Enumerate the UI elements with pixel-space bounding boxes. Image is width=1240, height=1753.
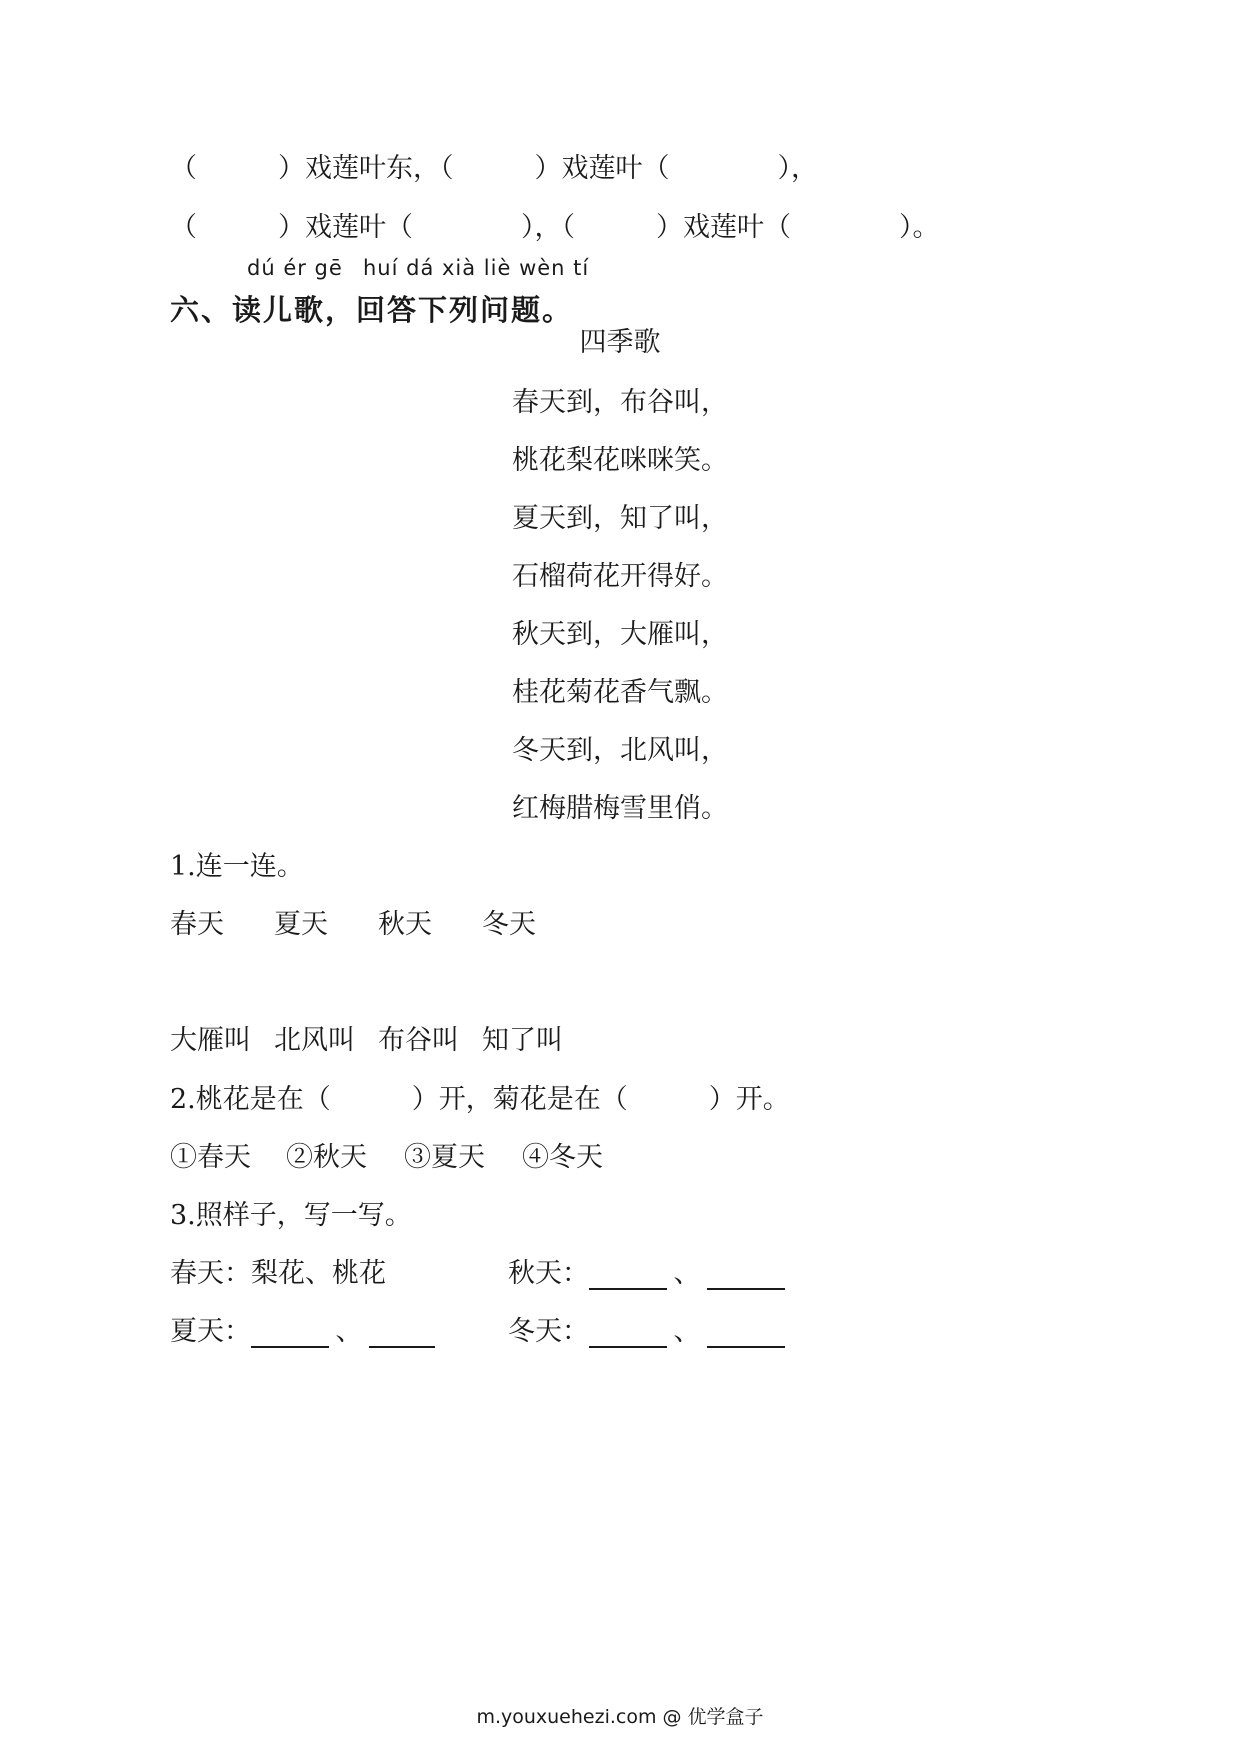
q3-separator: 、 [335,1316,363,1347]
q1-season-summer[interactable]: 夏天 [274,909,328,940]
q2-blank-2[interactable]: （ ） [600,1084,736,1115]
poem-line: 冬天到，北风叫， [512,735,728,766]
blank-paren[interactable]: （ ） [642,153,791,184]
poem-line: 红梅腊梅雪里俏。 [512,793,728,824]
q3-summer-blank-2[interactable] [369,1316,435,1348]
q2-option-3[interactable]: ③夏天 [404,1142,485,1173]
q2-option-4[interactable]: ④冬天 [522,1142,603,1173]
q1-season-spring[interactable]: 春天 [170,909,224,940]
poem-title: 四季歌 [579,327,661,358]
line-text: ， [791,153,818,184]
blank-paren[interactable]: （ ） [170,212,305,243]
line-text: ， [534,212,562,243]
poem-line: 桃花梨花咪咪笑。 [512,445,728,476]
q3-title: 3.照样子，写一写。 [170,1200,412,1231]
blank-paren[interactable]: （ ） [170,153,305,184]
blank-paren[interactable]: （ ） [440,153,562,184]
poem-line: 夏天到，知了叫， [512,503,728,534]
q3-autumn-blank-2[interactable] [707,1258,785,1290]
footer-watermark: m.youxuehezi.com @ 优学盒子 [476,1706,764,1728]
q3-summer-label: 夏天： [170,1316,251,1347]
q3-spring-label: 春天： [170,1258,251,1289]
q1-title: 1.连一连。 [170,851,304,882]
q2-text: 开。 [735,1084,790,1115]
q3-winter-row [508,1309,785,1348]
section-heading: 六、读儿歌，回答下列问题。 [170,293,574,327]
pinyin-du-er-ge: dú ér gē [247,256,343,280]
q3-spring-example: 梨花、桃花 [251,1258,386,1289]
line-text: 戏莲叶 [683,212,764,243]
q3-winter-blank-2[interactable] [707,1316,785,1348]
q2-option-1[interactable]: ①春天 [170,1142,251,1173]
q3-autumn-row [508,1251,785,1290]
q2-question [170,1077,790,1116]
poem-line: 石榴荷花开得好。 [512,561,728,592]
q3-summer-blank-1[interactable] [251,1316,329,1348]
q1-sound-cuckoo[interactable]: 布谷叫 [378,1025,459,1056]
q3-winter-label: 冬天： [508,1316,589,1347]
pinyin-hui-da-xia-lie-wen-ti: huí dá xià liè wèn tí [363,256,590,280]
q3-separator: 、 [673,1258,701,1289]
q2-text: 开，菊花是在 [438,1084,601,1115]
q2-text: 2.桃花是在 [170,1084,304,1115]
q3-winter-blank-1[interactable] [589,1316,667,1348]
blank-paren[interactable]: （ ） [386,212,535,243]
q1-sound-cicada[interactable]: 知了叫 [482,1025,563,1056]
q3-separator: 、 [673,1316,701,1347]
poem-line: 春天到，布谷叫， [512,387,728,418]
q1-sound-north-wind[interactable]: 北风叫 [274,1025,355,1056]
fill-line-2 [170,205,940,244]
q1-season-winter[interactable]: 冬天 [482,909,536,940]
fill-line-1 [170,146,818,185]
line-text: 戏莲叶 [305,212,386,243]
q2-blank-1[interactable]: （ ） [303,1084,439,1115]
blank-paren[interactable]: （ ） [764,212,913,243]
q2-option-2[interactable]: ②秋天 [286,1142,367,1173]
q3-spring-row [170,1251,386,1290]
poem-line: 秋天到，大雁叫， [512,619,728,650]
blank-paren[interactable]: （ ） [561,212,683,243]
q1-sound-wild-goose[interactable]: 大雁叫 [170,1025,251,1056]
q1-season-autumn[interactable]: 秋天 [378,909,432,940]
line-text: 戏莲叶东， [305,153,440,184]
line-text: 戏莲叶 [561,153,643,184]
line-text: 。 [912,212,940,243]
q3-summer-row [170,1309,435,1348]
q3-autumn-blank-1[interactable] [589,1258,667,1290]
poem-line: 桂花菊花香气飘。 [512,677,728,708]
q3-autumn-label: 秋天： [508,1258,589,1289]
